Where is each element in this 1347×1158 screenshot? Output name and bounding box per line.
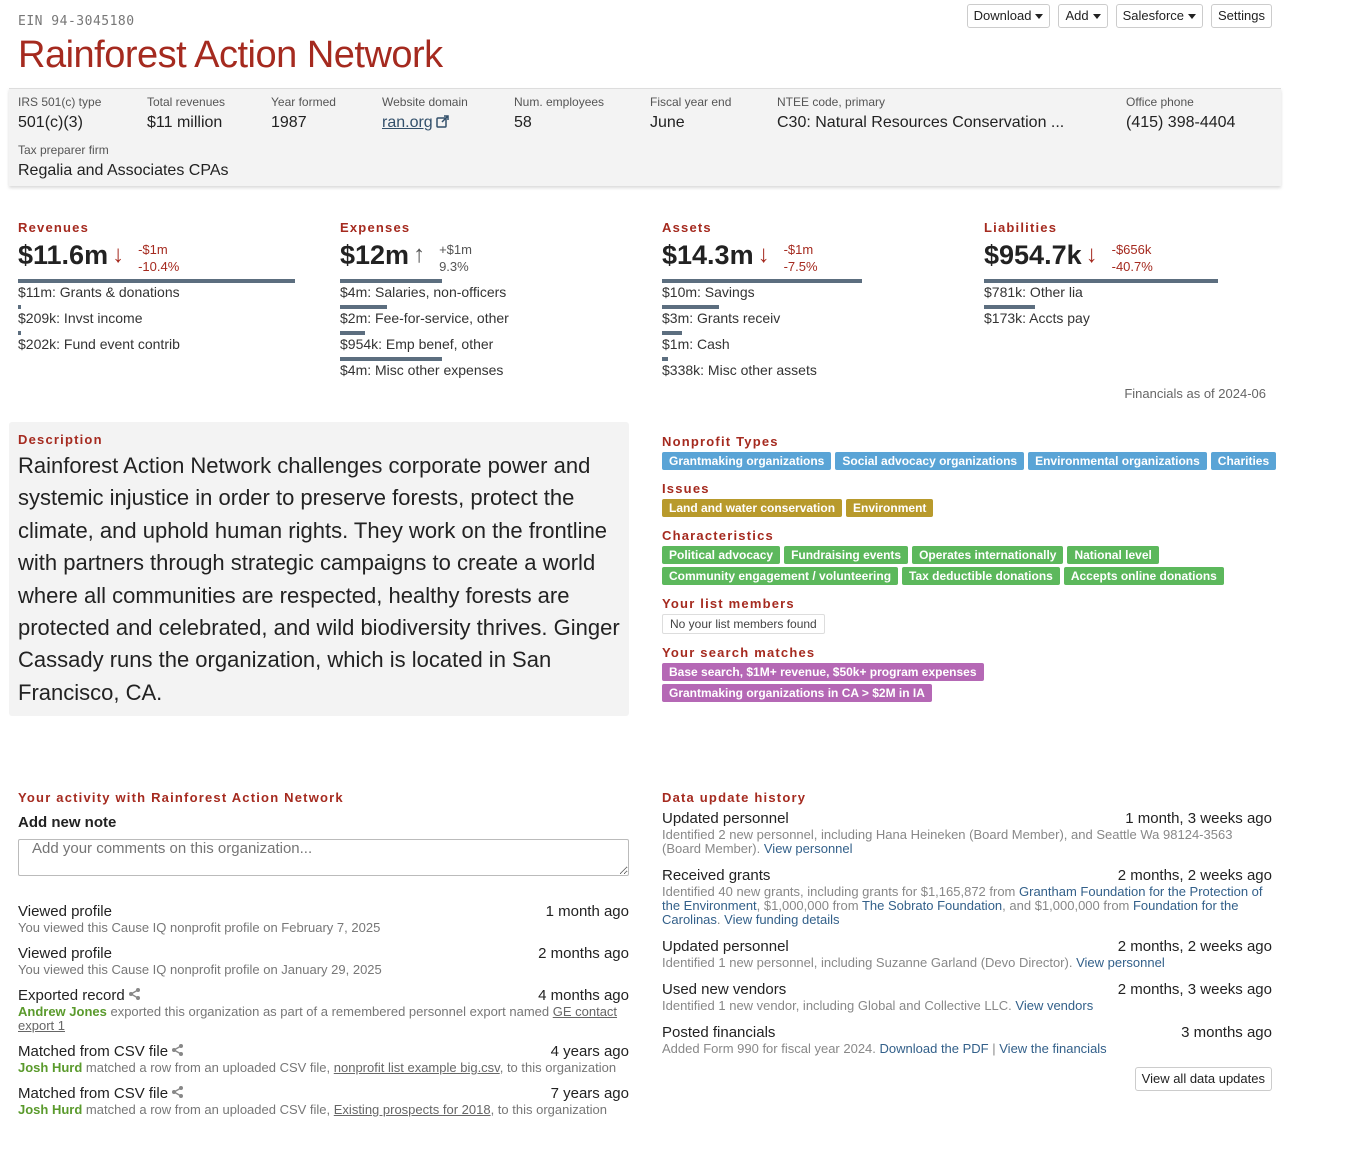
description-panel [9,422,629,716]
activity-item [18,945,629,977]
history-link[interactable]: View funding details [724,912,840,927]
issues-section [662,481,1282,517]
expenses-line-label: $4m: Salaries, non-officers [340,284,507,300]
toolbar [967,4,1272,28]
year-formed-value: 1987 [271,114,307,131]
total-revenues-label: Total revenues [147,95,226,109]
activity-link[interactable]: Existing prospects for 2018 [333,1102,491,1117]
employees-label: Num. employees [514,95,605,109]
issues-heading: Issues [662,481,710,496]
revenues-summary [18,239,295,275]
tag[interactable]: Grantmaking organizations in CA > $2M in IA [662,684,932,702]
page-title: Rainforest Action Network [18,34,443,76]
activity-description: You viewed this Cause IQ nonprofit profile on February 7, 2025 [18,920,381,935]
fiscal-label: Fiscal year end [650,95,732,109]
revenues-change-abs: -$1m [138,242,168,257]
num-employees [514,95,604,133]
expenses-line-label: $4m: Misc other expenses [340,362,504,378]
characteristics-tags [662,546,1282,585]
description-heading: Description [18,432,103,447]
tag[interactable]: Political advocacy [662,546,780,564]
salesforce-label: Salesforce [1122,8,1185,23]
activity-description: You viewed this Cause IQ nonprofit profile on January 29, 2025 [18,962,382,977]
liabilities-line-label: $781k: Other lia [984,284,1083,300]
tag[interactable]: Environmental organizations [1028,452,1207,470]
activity-title: Exported record [18,987,141,1005]
liabilities-line-item [984,279,1218,301]
office-phone [1126,95,1235,133]
nonprofit-types-heading: Nonprofit Types [662,434,779,449]
activity-item-header [18,1085,629,1103]
description-text: Rainforest Action Network challenges corporate power and systemic injustice in order to preserve forests, protect the climate, and uphold human rights. They work on the frontline with partners through strategic campaigns to create a world where all communities are respected, healthy forests are protected and celebrated, and wild biodiversity thrives. Ginger Cassady runs the organization, which is located in San Francisco, CA. [18,453,620,705]
add-label: Add [1065,8,1089,23]
salesforce-button[interactable] [1116,4,1203,28]
expenses-line-item [340,357,509,379]
revenues-line-item [18,331,295,353]
history-time: 2 months, 2 weeks ago [1117,938,1272,955]
history-link[interactable]: View personnel [763,841,853,856]
download-button[interactable] [967,4,1051,28]
activity-title: Viewed profile [18,945,112,962]
activity-list [18,903,629,1117]
activity-item [18,987,629,1033]
assets-panel [662,220,862,379]
activity-title: Viewed profile [18,903,112,920]
assets-line-label: $10m: Savings [662,284,755,300]
year-formed-label: Year formed [271,95,336,109]
ntee-value: C30: Natural Resources Conservation ... [777,114,1065,131]
activity-item [18,903,629,935]
note-input[interactable] [18,839,629,876]
expenses-heading: Expenses [340,220,411,235]
history-time: 2 months, 3 weeks ago [1117,981,1272,998]
activity-item-header [18,945,629,963]
history-time: 1 month, 3 weeks ago [1125,810,1272,827]
arrow-down-icon: ↓ [757,241,770,268]
nonprofit-types-tags [662,452,1282,470]
history-description: Identified 1 new vendor, including Global and Collective LLC. View vendors [662,998,1094,1013]
liabilities-change-abs: -$656k [1111,242,1152,257]
history-item-header [662,810,1272,828]
assets-change-pct: -7.5% [783,259,818,274]
user-name[interactable]: Josh Hurd [18,1060,83,1075]
external-link-icon[interactable] [436,114,450,134]
preparer-label: Tax preparer firm [18,143,109,157]
tags-column [662,434,1282,713]
activity-time: 4 years ago [550,1043,629,1060]
history-item-header [662,867,1272,885]
tag[interactable]: Environment [846,499,933,517]
caret-down-icon [1093,14,1101,19]
fiscal-year-end [650,95,731,133]
caret-down-icon [1035,14,1043,19]
expenses-line-item [340,305,509,327]
revenues-line-label: $202k: Fund event contrib [18,336,180,352]
expenses-change-pct: 9.3% [439,259,469,274]
history-description: Identified 40 new grants, including grants for $1,165,872 from Grantham Foundation for the Protection of the Environment, $1,000,000 from The Sobrato Foundation, and $1,000,000 from Foundation for the Carolinas. View funding details [662,884,1263,927]
activity-item-header [18,987,629,1005]
revenues-panel [18,220,295,353]
activity-item-header [18,1043,629,1061]
tag[interactable]: Accepts online donations [1064,567,1224,585]
history-description: Added Form 990 for fiscal year 2024. Download the PDF | View the financials [662,1041,1107,1056]
arrow-down-icon: ↓ [1085,241,1098,268]
history-title: Updated personnel [662,810,789,827]
download-label: Download [973,8,1032,23]
revenues-change [138,241,179,275]
list-members-section [662,596,1282,634]
history-item [662,867,1272,927]
tag[interactable]: Grantmaking organizations [662,452,831,470]
history-title: Used new vendors [662,981,787,998]
liabilities-line-label: $173k: Accts pay [984,310,1090,326]
search-matches-heading: Your search matches [662,645,816,660]
website-link[interactable]: ran.org [382,114,433,131]
activity-description: Andrew Jones exported this organization as part of a remembered personnel export named GE contact export 1 [18,1004,618,1033]
ntee-label: NTEE code, primary [777,95,886,109]
activity-title: Matched from CSV file [18,1043,184,1061]
history-description: Identified 2 new personnel, including Hana Heineken (Board Member), and Seattle Wa 98124-3563 (Board Member). View personnel [662,827,1233,856]
irs-type-value: 501(c)(3) [18,114,83,131]
history-link[interactable]: View personnel [1076,955,1165,970]
activity-description: Josh Hurd matched a row from an uploaded CSV file, Existing prospects for 2018, to this organization [18,1102,607,1117]
tag[interactable]: Land and water conservation [662,499,842,517]
history-list [662,810,1272,1056]
caret-down-icon [1188,14,1196,19]
characteristics-section [662,528,1282,585]
assets-heading: Assets [662,220,712,235]
total-revenues-value: $11 million [147,114,223,131]
revenues-total: $11.6m [18,240,109,270]
activity-item-header [18,903,629,921]
assets-line-item [662,279,862,301]
ein-label: EIN 94-3045180 [18,14,135,29]
assets-summary [662,239,862,275]
liabilities-heading: Liabilities [984,220,1058,235]
assets-total: $14.3m [662,240,754,270]
activity-description: Josh Hurd matched a row from an uploaded CSV file, nonprofit list example big.csv, to this organization [18,1060,617,1075]
liabilities-change-pct: -40.7% [1111,259,1153,274]
history-title: Updated personnel [662,938,789,955]
phone-label: Office phone [1126,95,1194,109]
user-name[interactable]: Andrew Jones [18,1004,107,1019]
year-formed [271,95,336,133]
revenues-line-label: $11m: Grants & donations [18,284,180,300]
tag[interactable]: Social advocacy organizations [835,452,1024,470]
tag[interactable]: Community engagement / volunteering [662,567,898,585]
expenses-summary [340,239,509,275]
history-link[interactable]: Grantham Foundation for the Protection of the Environment [662,884,1263,913]
share-icon [171,1086,184,1101]
expenses-total: $12m [340,240,410,270]
tag[interactable]: Base search, $1M+ revenue, $50k+ program expenses [662,663,984,681]
expenses-change-abs: +$1m [439,242,472,257]
expenses-line-item [340,279,509,301]
activity-panel [18,790,629,1127]
list-members-heading: Your list members [662,596,795,611]
liabilities-panel [984,220,1218,327]
expenses-panel [340,220,509,379]
activity-time: 2 months ago [538,945,629,962]
add-note-heading: Add new note [18,814,117,831]
history-item [662,938,1272,970]
activity-link[interactable]: nonprofit list example big.csv [333,1060,500,1075]
history-link[interactable]: View vendors [1015,998,1094,1013]
history-item-header [662,1024,1272,1042]
list-members-empty: No your list members found [662,614,825,634]
assets-line-item [662,305,862,327]
history-heading: Data update history [662,790,807,805]
org-info-bar [9,88,1281,186]
issues-tags [662,499,1282,517]
financials-as-of: Financials as of 2024-06 [1124,386,1266,401]
history-item [662,810,1272,856]
tag[interactable]: National level [1067,546,1158,564]
activity-time: 1 month ago [545,903,629,920]
share-icon [128,988,141,1003]
history-link[interactable]: Foundation for the Carolinas [662,898,1239,927]
tag[interactable]: Operates internationally [912,546,1063,564]
characteristics-heading: Characteristics [662,528,774,543]
website-label: Website domain [382,95,468,109]
activity-title: Matched from CSV file [18,1085,184,1103]
history-title: Posted financials [662,1024,776,1041]
tag[interactable]: Tax deductible donations [902,567,1060,585]
arrow-up-icon: ↑ [413,241,426,268]
history-link[interactable]: View the financials [999,1041,1107,1056]
liabilities-summary [984,239,1218,275]
share-icon [171,1044,184,1059]
assets-line-item [662,331,862,353]
history-description: Identified 1 new personnel, including Suzanne Garland (Devo Director). View personnel [662,955,1165,970]
arrow-down-icon: ↓ [112,241,125,268]
history-item [662,1024,1272,1056]
revenues-line-label: $209k: Invst income [18,310,143,326]
irs-type-label: IRS 501(c) type [18,95,102,109]
assets-change-abs: -$1m [783,242,814,257]
expenses-line-item [340,331,509,353]
history-item-header [662,938,1272,956]
tax-preparer [18,143,228,181]
history-item-header [662,981,1272,999]
activity-time: 4 months ago [538,987,629,1004]
liabilities-total: $954.7k [984,240,1082,270]
ntee-code [777,95,1064,133]
activity-item [18,1085,629,1117]
assets-line-item [662,357,862,379]
expenses-change [439,241,472,275]
revenues-change-pct: -10.4% [138,259,180,274]
tag[interactable]: Fundraising events [784,546,908,564]
assets-line-label: $3m: Grants receiv [662,310,781,326]
history-panel [662,790,1272,1086]
history-item [662,981,1272,1013]
search-matches-tags [662,663,1282,702]
history-link[interactable]: The Sobrato Foundation [861,898,1003,913]
revenues-heading: Revenues [18,220,90,235]
activity-time: 7 years ago [550,1085,629,1102]
activity-heading: Your activity with Rainforest Action Network [18,790,344,805]
activity-item [18,1043,629,1075]
liabilities-line-item [984,305,1218,327]
nonprofit-types-section [662,434,1282,470]
history-time: 3 months ago [1181,1024,1272,1041]
add-button[interactable] [1058,4,1107,28]
website-domain [382,95,468,134]
irs-type [18,95,101,133]
website-value [382,113,468,134]
settings-button[interactable]: Settings [1211,4,1272,28]
assets-change [784,241,818,275]
history-link[interactable]: Download the PDF [879,1041,989,1056]
tag[interactable]: Charities [1211,452,1276,470]
history-title: Received grants [662,867,771,884]
fiscal-value: June [650,114,685,131]
assets-line-label: $1m: Cash [662,336,730,352]
activity-link[interactable]: GE contact export 1 [18,1004,618,1033]
assets-line-label: $338k: Misc other assets [662,362,817,378]
revenues-line-item [18,279,295,301]
employees-value: 58 [514,114,532,131]
liabilities-change [1112,241,1153,275]
view-all-updates-button[interactable]: View all data updates [1135,1067,1272,1091]
user-name[interactable]: Josh Hurd [18,1102,83,1117]
search-matches-section [662,645,1282,702]
phone-value: (415) 398-4404 [1126,114,1236,131]
expenses-line-label: $954k: Emp benef, other [340,336,494,352]
total-revenues [147,95,225,133]
expenses-line-label: $2m: Fee-for-service, other [340,310,509,326]
history-time: 2 months, 2 weeks ago [1117,867,1272,884]
preparer-value: Regalia and Associates CPAs [18,162,229,179]
revenues-line-item [18,305,295,327]
